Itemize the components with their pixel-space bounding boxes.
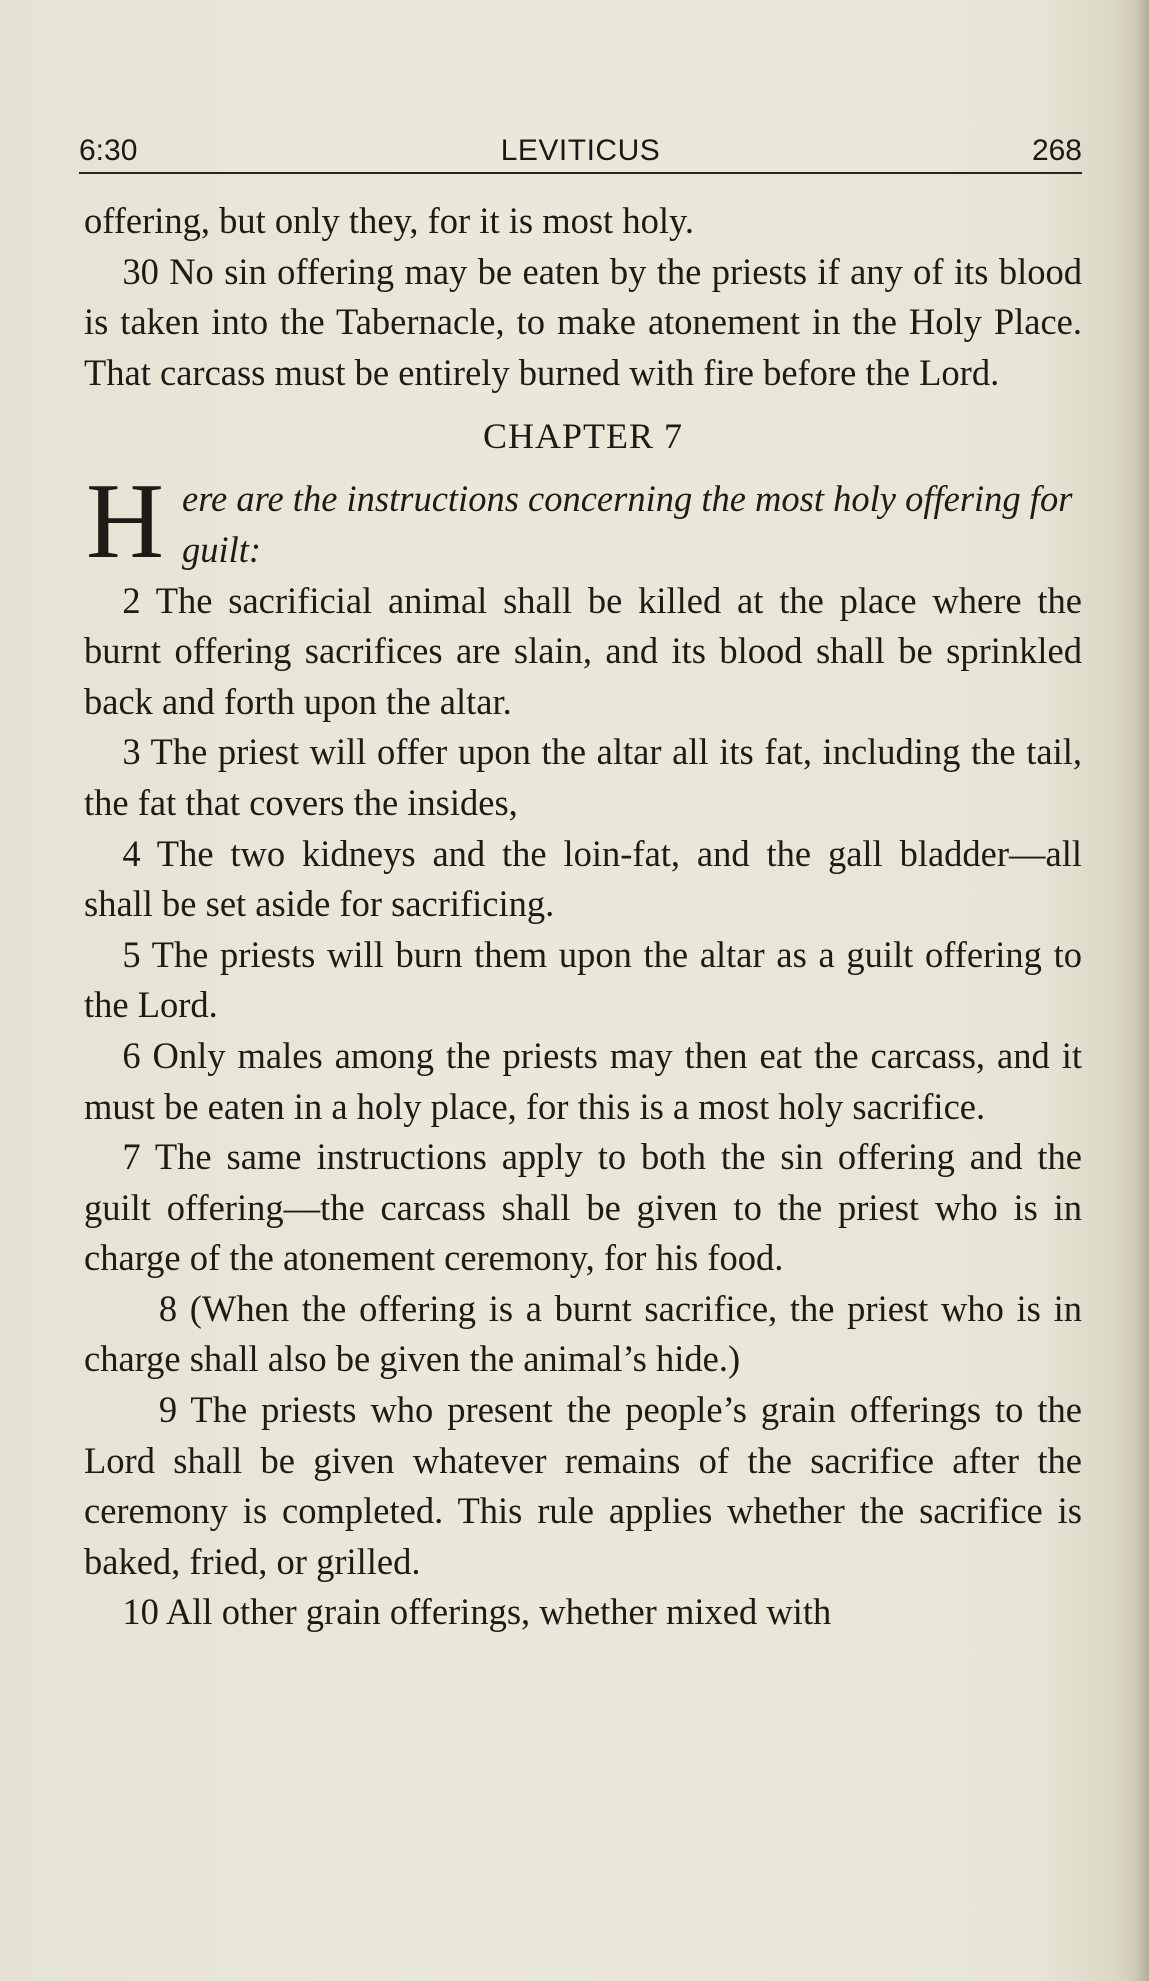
verse-7: 7 The same instructions apply to both the sin offering and the guilt offering—the carcass shall be given to the priest who is in charge of the atonement ceremony, for his food. — [84, 1136, 1082, 1279]
book-title: LEVITICUS — [500, 134, 661, 167]
running-header — [79, 128, 1082, 174]
drop-cap: H — [86, 462, 164, 582]
verse-6: 6 Only males among the priests may then eat the carcass, and it must be eaten in a holy place, for this is a most holy sacrifice. — [84, 1034, 1082, 1127]
paragraph-continuation: offering, but only they, for it is most holy. — [84, 200, 694, 241]
verse-30: 30 No sin offering may be eaten by the priests if any of its blood is taken into the Tabernacle, to make atonement in the Holy Place. That carcass must be entirely burned with fire before the Lord. — [84, 250, 1082, 393]
chapter-intro — [84, 462, 1082, 582]
verse-5: 5 The priests will burn them upon the altar as a guilt offering to the Lord. — [84, 933, 1082, 1026]
chapter-intro-text: ere are the instructions concerning the most holy offering for guilt: — [182, 478, 1073, 570]
page-edge-shadow — [1135, 0, 1149, 1981]
verse-8: 8 (When the offering is a burnt sacrifice, the priest who is in charge shall also be given the animal’s hide.) — [84, 1287, 1082, 1380]
chapter-heading: CHAPTER 7 — [482, 416, 684, 457]
verse-10: 10 All other grain offerings, whether mixed with — [122, 1591, 832, 1633]
page-number: 268 — [1031, 134, 1082, 167]
verse-4: 4 The two kidneys and the loin-fat, and the gall bladder—all shall be set aside for sacrificing. — [84, 832, 1082, 925]
verse-3: 3 The priest will offer upon the altar all its fat, including the tail, the fat that covers the insides, — [84, 731, 1082, 823]
verse-2: 2 The sacrificial animal shall be killed at the place where the burnt offering sacrifices are slain, and its blood shall be sprinkled back and forth upon the altar. — [84, 579, 1082, 722]
main-text — [84, 196, 1082, 1638]
chapter-verse-reference: 6:30 — [79, 134, 138, 167]
verse-9: 9 The priests who present the people’s grain offerings to the Lord shall be given whatever remains of the sacrifice after the ceremony is completed. This rule applies whether the sacrifice is baked, fried, or grilled. — [84, 1389, 1082, 1582]
